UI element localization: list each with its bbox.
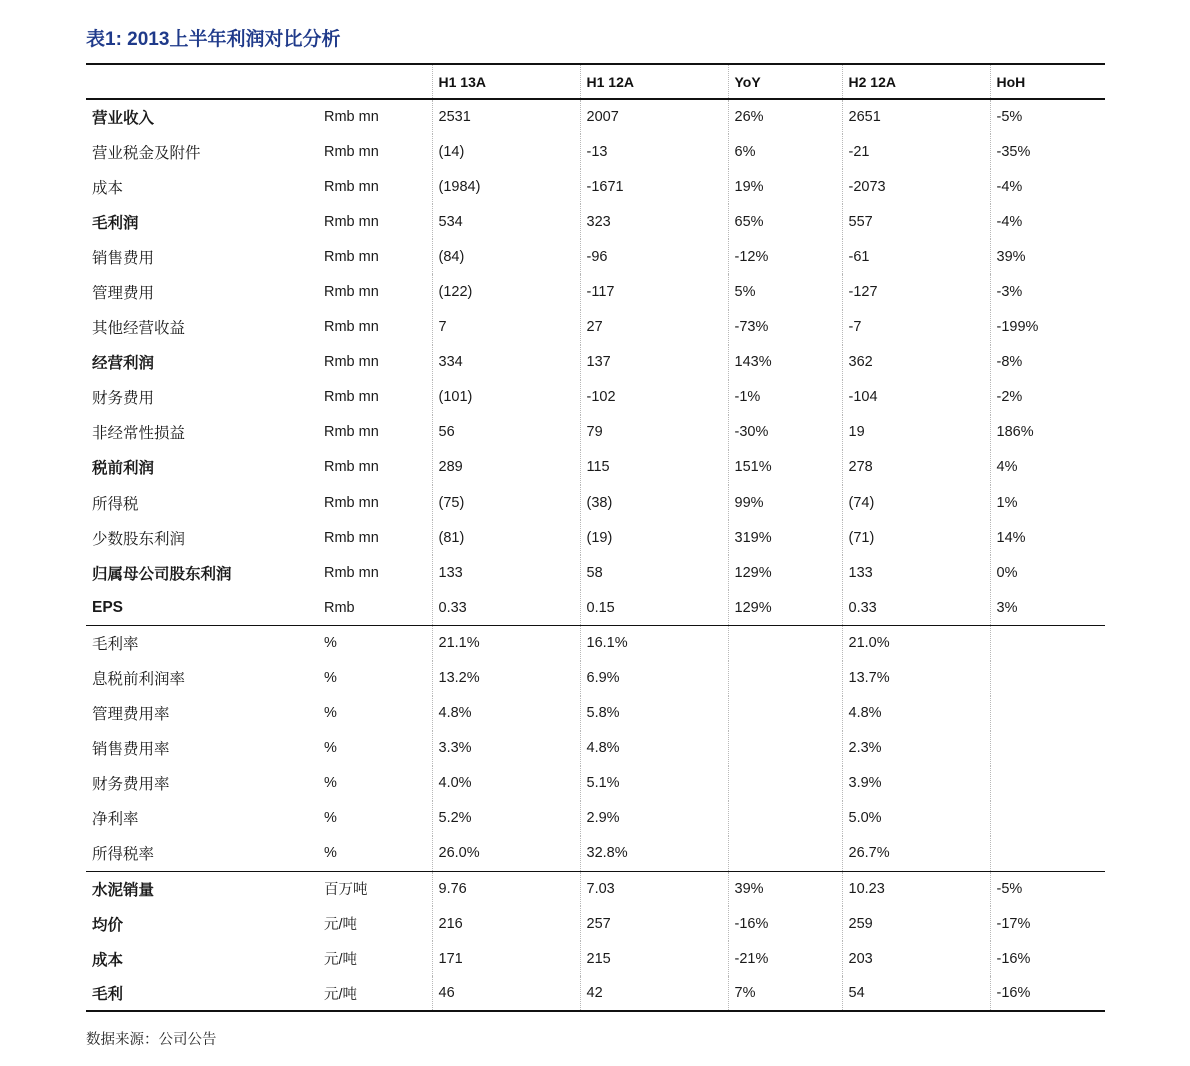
cell-yoy: 26%	[728, 99, 842, 134]
row-label: 销售费用	[92, 249, 155, 267]
cell-h2-12a: 2.3%	[842, 731, 990, 766]
cell-hoh: -8%	[990, 345, 1105, 380]
table-row	[86, 696, 1105, 731]
cell-h2-12a: 21.0%	[842, 625, 990, 660]
table-row	[86, 941, 1105, 976]
cell-h1-12a: 32.8%	[580, 836, 728, 871]
cell-h1-13a: (75)	[432, 485, 580, 520]
table-row	[86, 625, 1105, 660]
cell-h1-13a: 56	[432, 415, 580, 450]
cell-h1-12a: 27	[580, 310, 728, 345]
cell-yoy: 39%	[728, 871, 842, 906]
cell-h2-12a: 4.8%	[842, 696, 990, 731]
cell-yoy: 65%	[728, 204, 842, 239]
table-row	[86, 380, 1105, 415]
cell-h1-12a: 58	[580, 555, 728, 590]
table-body	[86, 99, 1105, 1011]
cell-hoh: 4%	[990, 450, 1105, 485]
table-row	[86, 766, 1105, 801]
table-row	[86, 169, 1105, 204]
cell-yoy: 319%	[728, 520, 842, 555]
cell-h2-12a: 259	[842, 906, 990, 941]
cell-hoh	[990, 625, 1105, 660]
cell-h1-13a: 9.76	[432, 871, 580, 906]
row-label: 息税前利润率	[92, 671, 186, 689]
cell-yoy: 7%	[728, 976, 842, 1011]
cell-h1-12a: 115	[580, 450, 728, 485]
cell-h2-12a: 203	[842, 941, 990, 976]
cell-yoy: 99%	[728, 485, 842, 520]
row-unit: %	[324, 775, 337, 792]
cell-h1-13a: 46	[432, 976, 580, 1011]
cell-h1-13a: (81)	[432, 520, 580, 555]
cell-yoy: -16%	[728, 906, 842, 941]
cell-h1-13a: 2531	[432, 99, 580, 134]
row-unit: 元/吨	[324, 952, 358, 969]
row-unit: Rmb mn	[324, 564, 379, 581]
row-unit: Rmb mn	[324, 389, 379, 406]
cell-h2-12a: 557	[842, 204, 990, 239]
table-row	[86, 801, 1105, 836]
cell-yoy: -21%	[728, 941, 842, 976]
cell-yoy: 6%	[728, 134, 842, 169]
cell-hoh: -16%	[990, 976, 1105, 1011]
cell-hoh: -3%	[990, 274, 1105, 309]
row-unit: Rmb mn	[324, 109, 379, 126]
table-row	[86, 485, 1105, 520]
cell-hoh: 1%	[990, 485, 1105, 520]
cell-hoh	[990, 731, 1105, 766]
row-unit: Rmb mn	[324, 319, 379, 336]
cell-hoh: 3%	[990, 590, 1105, 625]
cell-yoy	[728, 836, 842, 871]
row-unit: 百万吨	[318, 871, 432, 906]
cell-h1-13a: 4.8%	[432, 696, 580, 731]
cell-h2-12a: 0.33	[842, 590, 990, 625]
cell-h1-12a: 6.9%	[580, 661, 728, 696]
cell-hoh: -5%	[990, 99, 1105, 134]
cell-h1-12a: 7.03	[580, 871, 728, 906]
cell-h1-12a: (38)	[580, 485, 728, 520]
row-unit: 元/吨	[318, 976, 432, 1011]
row-unit: %	[324, 845, 337, 862]
cell-yoy	[728, 661, 842, 696]
cell-yoy: -30%	[728, 415, 842, 450]
cell-hoh: -16%	[990, 941, 1105, 976]
cell-h1-12a: (19)	[580, 520, 728, 555]
table-row	[86, 310, 1105, 345]
cell-yoy: 19%	[728, 169, 842, 204]
row-label: 毛利	[86, 976, 318, 1011]
cell-hoh: -17%	[990, 906, 1105, 941]
cell-h1-12a: 5.8%	[580, 696, 728, 731]
cell-h2-12a: -21	[842, 134, 990, 169]
cell-yoy: 143%	[728, 345, 842, 380]
row-unit: Rmb mn	[324, 459, 379, 476]
cell-h1-13a: 26.0%	[432, 836, 580, 871]
profit-table-container	[86, 63, 1105, 1012]
row-label: 销售费用率	[92, 741, 170, 759]
table-row	[86, 450, 1105, 485]
cell-h2-12a: 54	[842, 976, 990, 1011]
header-unit	[318, 64, 432, 99]
cell-hoh: 14%	[990, 520, 1105, 555]
cell-h1-12a: -13	[580, 134, 728, 169]
cell-h2-12a: -104	[842, 380, 990, 415]
row-label: 税前利润	[92, 460, 155, 478]
cell-hoh: -35%	[990, 134, 1105, 169]
cell-h1-13a: 334	[432, 345, 580, 380]
cell-h1-12a: 2.9%	[580, 801, 728, 836]
cell-h2-12a: -2073	[842, 169, 990, 204]
cell-yoy: 129%	[728, 590, 842, 625]
data-source-note: 数据来源：公司公告	[86, 1032, 217, 1048]
row-label: 毛利率	[86, 625, 318, 660]
cell-h1-13a: (14)	[432, 134, 580, 169]
cell-h1-13a: 171	[432, 941, 580, 976]
table-row	[86, 204, 1105, 239]
cell-yoy: -1%	[728, 380, 842, 415]
cell-h1-12a: 0.15	[580, 590, 728, 625]
table-row	[86, 99, 1105, 134]
cell-h1-12a: 16.1%	[580, 625, 728, 660]
cell-yoy: -12%	[728, 239, 842, 274]
cell-h1-12a: 42	[580, 976, 728, 1011]
cell-h1-13a: (84)	[432, 239, 580, 274]
cell-h1-13a: 216	[432, 906, 580, 941]
cell-hoh	[990, 696, 1105, 731]
cell-h2-12a: 26.7%	[842, 836, 990, 871]
cell-yoy	[728, 625, 842, 660]
table-header-row	[86, 64, 1105, 99]
table-row	[86, 415, 1105, 450]
row-unit: Rmb mn	[324, 248, 379, 265]
cell-h1-13a: 289	[432, 450, 580, 485]
cell-h1-13a: (101)	[432, 380, 580, 415]
table-title: 表1: 2013上半年利润对比分析	[86, 29, 341, 50]
header-h1-13a: H1 13A	[432, 64, 580, 99]
cell-h1-12a: -1671	[580, 169, 728, 204]
row-label: 成本	[92, 179, 124, 197]
cell-hoh: 0%	[990, 555, 1105, 590]
cell-h2-12a: (74)	[842, 485, 990, 520]
cell-yoy: 129%	[728, 555, 842, 590]
row-unit: Rmb mn	[324, 143, 379, 160]
table-row	[86, 134, 1105, 169]
profit-comparison-table	[86, 63, 1105, 1012]
header-yoy: YoY	[728, 64, 842, 99]
row-unit: Rmb mn	[324, 354, 379, 371]
row-label: 营业收入	[92, 110, 155, 128]
row-label: 少数股东利润	[92, 530, 186, 548]
row-label: 财务费用	[92, 390, 155, 408]
row-label: 水泥销量	[86, 871, 318, 906]
cell-yoy: 151%	[728, 450, 842, 485]
table-row	[86, 661, 1105, 696]
cell-h1-12a: 2007	[580, 99, 728, 134]
cell-h2-12a: 278	[842, 450, 990, 485]
cell-yoy	[728, 731, 842, 766]
cell-h1-13a: 133	[432, 555, 580, 590]
cell-h1-13a: 3.3%	[432, 731, 580, 766]
row-label: 营业税金及附件	[92, 144, 201, 162]
cell-h1-12a: -102	[580, 380, 728, 415]
cell-hoh: 39%	[990, 239, 1105, 274]
cell-yoy	[728, 766, 842, 801]
cell-hoh: 186%	[990, 415, 1105, 450]
row-unit: %	[324, 740, 337, 757]
table-row	[86, 731, 1105, 766]
cell-h1-13a: (1984)	[432, 169, 580, 204]
cell-h2-12a: -7	[842, 310, 990, 345]
cell-h2-12a: 19	[842, 415, 990, 450]
row-unit: Rmb mn	[324, 529, 379, 546]
row-label: 管理费用	[92, 285, 155, 303]
row-label: 经营利润	[92, 355, 155, 373]
cell-yoy	[728, 696, 842, 731]
cell-hoh	[990, 836, 1105, 871]
cell-h1-12a: 137	[580, 345, 728, 380]
row-label: 财务费用率	[92, 776, 170, 794]
cell-h1-12a: -96	[580, 239, 728, 274]
table-row	[86, 976, 1105, 1011]
cell-hoh	[990, 801, 1105, 836]
row-unit: Rmb mn	[324, 494, 379, 511]
cell-h1-12a: 79	[580, 415, 728, 450]
table-row	[86, 871, 1105, 906]
cell-h2-12a: -61	[842, 239, 990, 274]
cell-h2-12a: 3.9%	[842, 766, 990, 801]
table-row	[86, 345, 1105, 380]
row-unit: Rmb mn	[324, 284, 379, 301]
row-label: 所得税	[92, 495, 139, 513]
cell-hoh: -2%	[990, 380, 1105, 415]
cell-h2-12a: 5.0%	[842, 801, 990, 836]
row-unit: %	[318, 625, 432, 660]
row-unit: %	[324, 705, 337, 722]
header-h1-12a: H1 12A	[580, 64, 728, 99]
header-h2-12a: H2 12A	[842, 64, 990, 99]
table-row	[86, 274, 1105, 309]
cell-h1-13a: 13.2%	[432, 661, 580, 696]
cell-hoh: -4%	[990, 169, 1105, 204]
cell-h1-13a: 4.0%	[432, 766, 580, 801]
cell-h1-13a: 5.2%	[432, 801, 580, 836]
table-row	[86, 836, 1105, 871]
cell-hoh: -5%	[990, 871, 1105, 906]
cell-h1-13a: 7	[432, 310, 580, 345]
cell-h2-12a: 10.23	[842, 871, 990, 906]
row-unit: Rmb mn	[324, 424, 379, 441]
row-label: 所得税率	[92, 846, 155, 864]
cell-h2-12a: 13.7%	[842, 661, 990, 696]
row-unit: Rmb mn	[324, 178, 379, 195]
cell-h2-12a: (71)	[842, 520, 990, 555]
row-unit: %	[324, 810, 337, 827]
cell-h1-13a: 21.1%	[432, 625, 580, 660]
cell-hoh	[990, 766, 1105, 801]
cell-hoh: -4%	[990, 204, 1105, 239]
row-label: 净利率	[92, 811, 139, 829]
cell-h1-12a: 4.8%	[580, 731, 728, 766]
cell-h2-12a: 2651	[842, 99, 990, 134]
cell-h1-12a: 323	[580, 204, 728, 239]
cell-h1-13a: 0.33	[432, 590, 580, 625]
row-label: EPS	[92, 598, 124, 616]
table-row	[86, 555, 1105, 590]
cell-yoy: 5%	[728, 274, 842, 309]
row-unit: Rmb mn	[324, 213, 379, 230]
cell-h2-12a: 362	[842, 345, 990, 380]
cell-h2-12a: -127	[842, 274, 990, 309]
row-label: 其他经营收益	[92, 320, 186, 338]
cell-hoh	[990, 661, 1105, 696]
cell-yoy: -73%	[728, 310, 842, 345]
table-row	[86, 590, 1105, 625]
cell-h1-13a: 534	[432, 204, 580, 239]
header-hoh: HoH	[990, 64, 1105, 99]
row-label: 归属母公司股东利润	[92, 565, 232, 583]
cell-h1-12a: 257	[580, 906, 728, 941]
cell-h1-12a: -117	[580, 274, 728, 309]
row-label: 成本	[92, 951, 124, 969]
cell-hoh: -199%	[990, 310, 1105, 345]
row-unit: Rmb	[324, 599, 355, 616]
cell-h2-12a: 133	[842, 555, 990, 590]
row-unit: %	[324, 670, 337, 687]
table-row	[86, 520, 1105, 555]
cell-h1-13a: (122)	[432, 274, 580, 309]
row-label: 毛利润	[92, 214, 139, 232]
table-row	[86, 906, 1105, 941]
row-label: 均价	[92, 916, 124, 934]
cell-h1-12a: 215	[580, 941, 728, 976]
cell-yoy	[728, 801, 842, 836]
row-unit: 元/吨	[324, 917, 358, 934]
row-label: 非经常性损益	[92, 425, 186, 443]
cell-h1-12a: 5.1%	[580, 766, 728, 801]
table-row	[86, 239, 1105, 274]
row-label: 管理费用率	[92, 706, 170, 724]
header-label	[86, 64, 318, 99]
